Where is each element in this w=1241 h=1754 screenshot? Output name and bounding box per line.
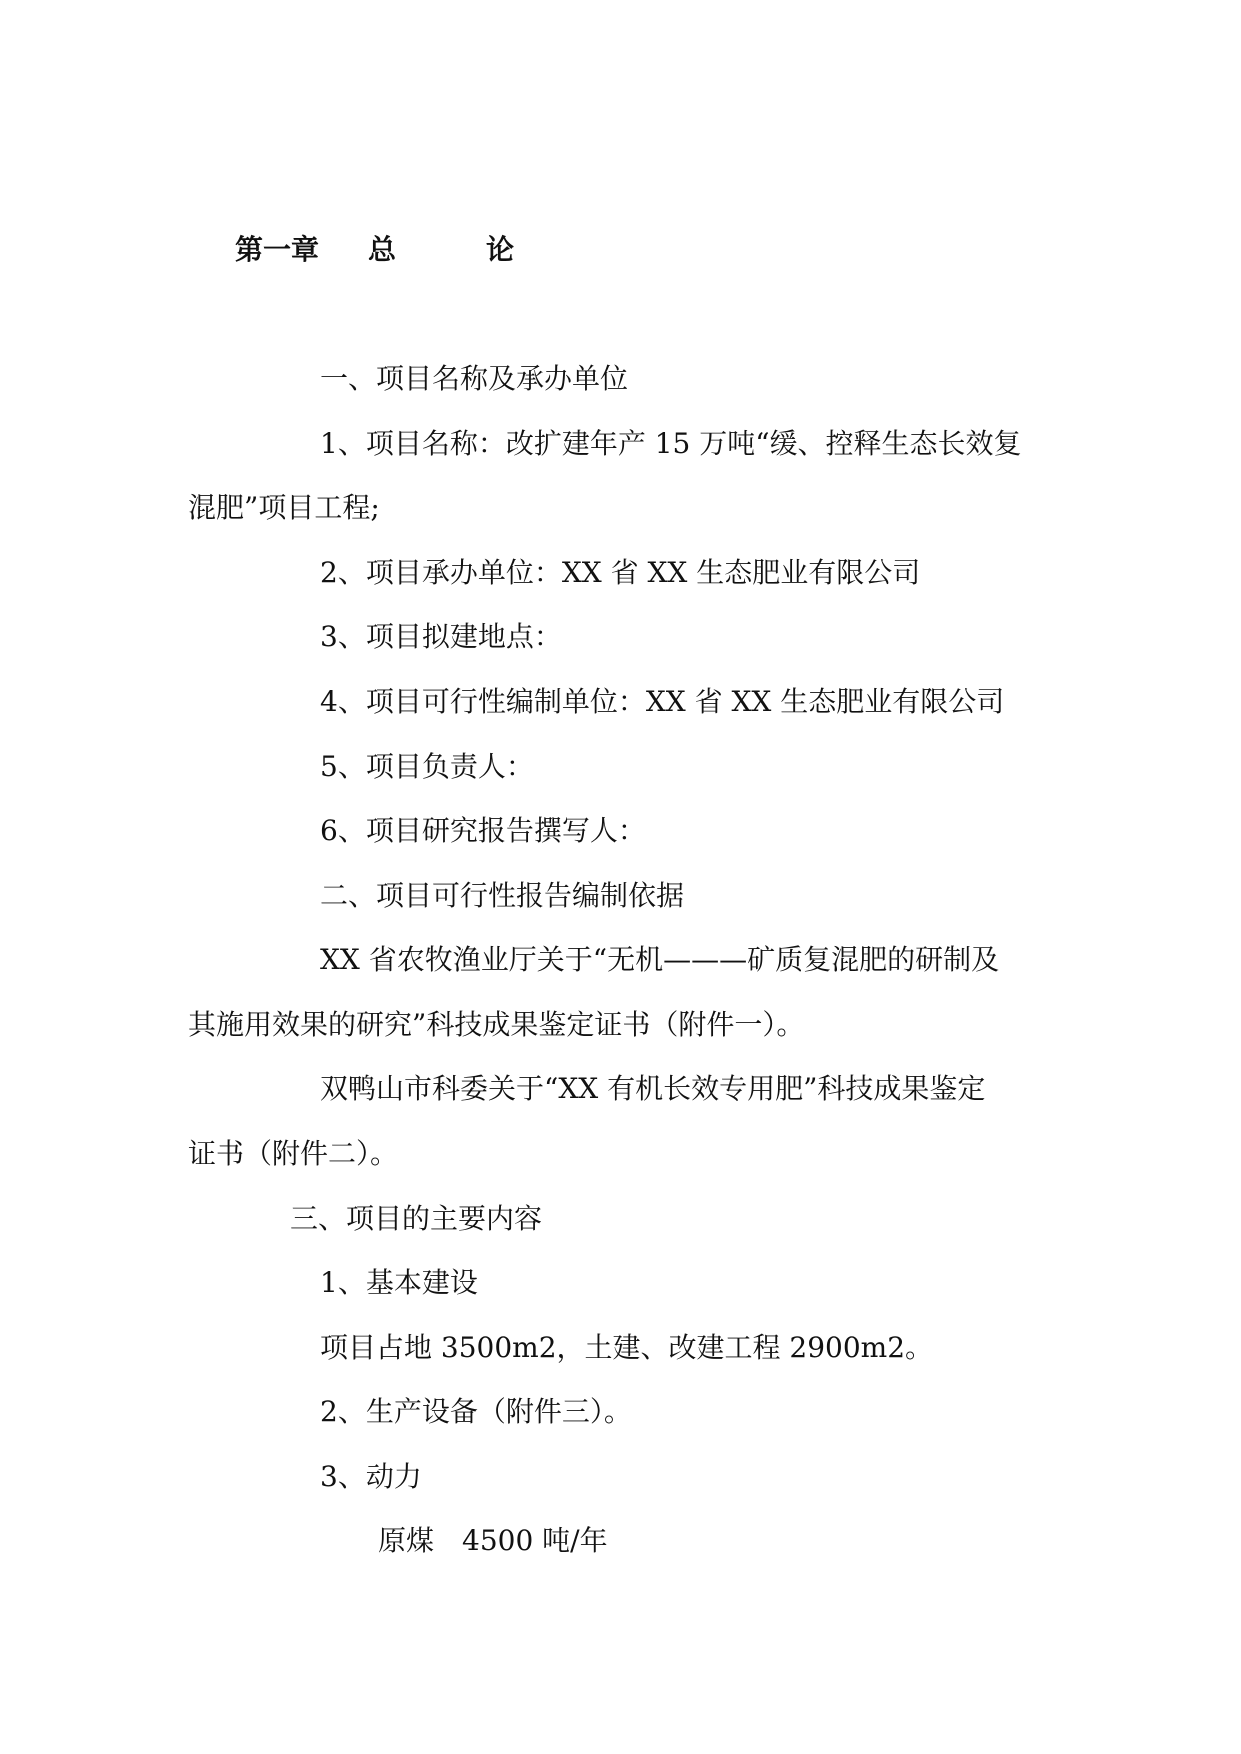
chapter-title-char-2: 论: [486, 233, 515, 266]
section-heading-3: 三、项目的主要内容: [290, 1202, 543, 1235]
paragraph-line: 其施用效果的研究”科技成果鉴定证书（附件一）。: [188, 1008, 805, 1041]
paragraph-line: 项目占地 3500m2，土建、改建工程 2900m2。: [320, 1331, 934, 1364]
paragraph-line: 5、项目负责人：: [320, 750, 534, 783]
section-heading-1: 一、项目名称及承办单位: [320, 362, 629, 395]
paragraph-line: 3、动力: [320, 1460, 422, 1493]
paragraph-line: 3、项目拟建地点：: [320, 620, 562, 653]
paragraph-line: XX 省农牧渔业厅关于“无机———矿质复混肥的研制及: [320, 943, 1000, 976]
paragraph-line: 2、生产设备（附件三）。: [320, 1395, 632, 1428]
paragraph-line: 证书（附件二）。: [188, 1137, 399, 1170]
paragraph-line: 4、项目可行性编制单位：XX 省 XX 生态肥业有限公司: [320, 685, 1005, 718]
chapter-heading: [235, 228, 514, 268]
chapter-label: 第一章: [235, 233, 320, 266]
paragraph-line: 1、项目名称：改扩建年产 15 万吨“缓、控释生态长效复: [320, 427, 1022, 460]
paragraph-line: 6、项目研究报告撰写人：: [320, 814, 646, 847]
paragraph-line: 2、项目承办单位：XX 省 XX 生态肥业有限公司: [320, 556, 921, 589]
paragraph-line: 双鸭山市科委关于“XX 有机长效专用肥”科技成果鉴定: [320, 1072, 986, 1105]
paragraph-line: 原煤 4500 吨/年: [378, 1524, 608, 1557]
section-heading-2: 二、项目可行性报告编制依据: [320, 879, 685, 912]
chapter-title-char-1: 总: [368, 233, 397, 266]
paragraph-line: 混肥”项目工程;: [188, 491, 380, 524]
paragraph-line: 1、基本建设: [320, 1266, 478, 1299]
